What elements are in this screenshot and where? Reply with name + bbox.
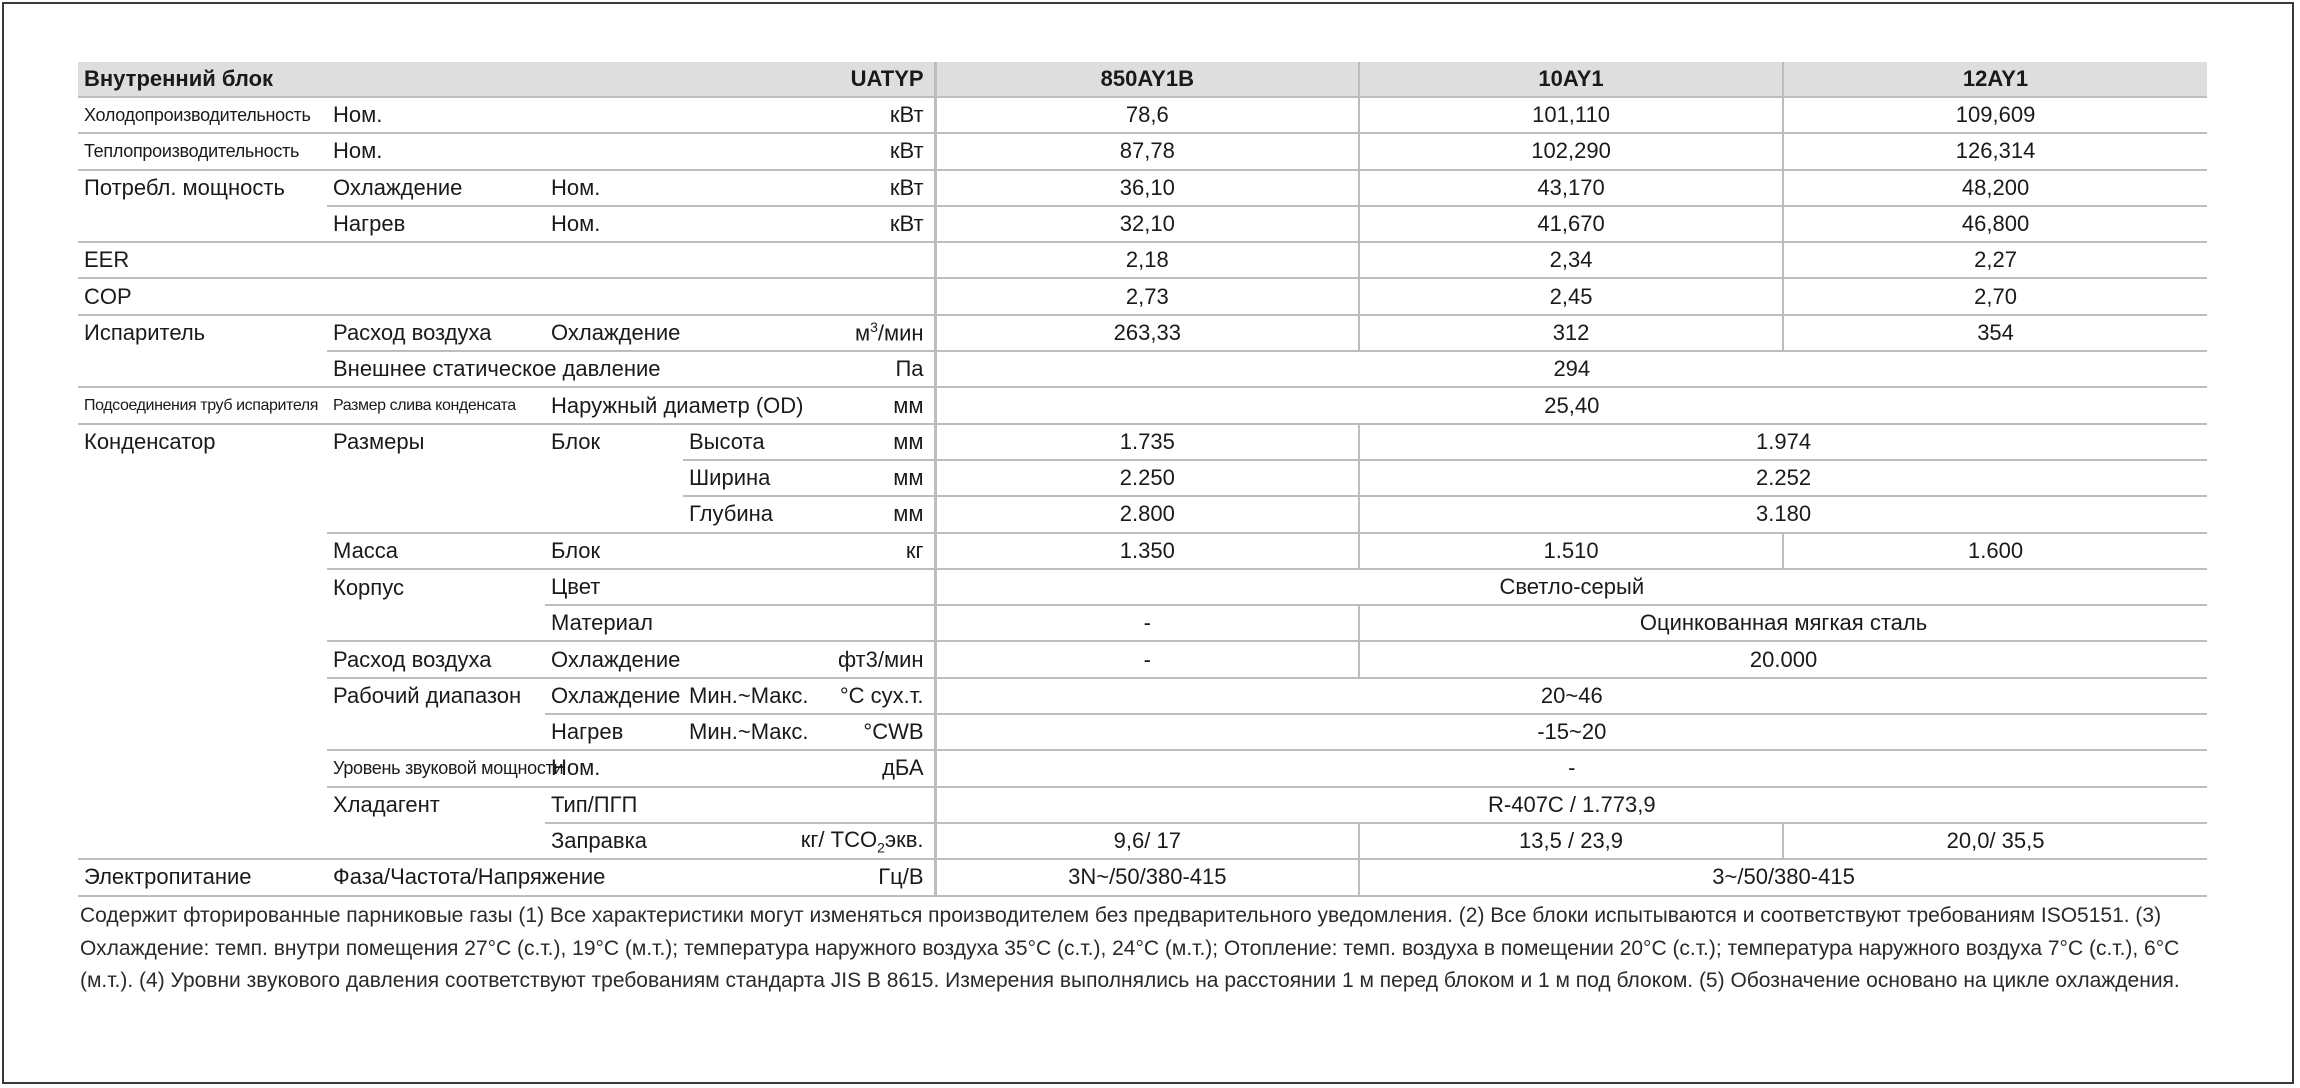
row-detail: Блок: [545, 533, 793, 569]
row-unit: мм: [793, 460, 935, 496]
row-detail: Заправка: [545, 823, 793, 859]
cell: 36,10: [935, 170, 1359, 206]
row-sublabel: Размеры: [333, 429, 425, 455]
cell: 1.735: [935, 424, 1359, 460]
cell: 1.350: [935, 533, 1359, 569]
row-detail: Блок: [551, 429, 601, 455]
row-sublabel: Ном.: [327, 133, 793, 169]
row-unit: кг/ $TCO_2экв$.: [793, 823, 935, 859]
header-title: Внутренний блок: [78, 62, 793, 97]
row-detail: Материал: [545, 605, 793, 641]
cell: 126,314: [1783, 133, 2207, 169]
cell: 2,70: [1783, 278, 2207, 314]
row-sublabel: Размер слива конденсата: [327, 387, 545, 423]
row-sublabel: Рабочий диапазон: [333, 683, 522, 709]
cell: 41,670: [1359, 206, 1783, 242]
row-label: Теплопроизводительность: [78, 133, 327, 169]
cell: 263,33: [935, 315, 1359, 351]
footnote: Содержит фторированные парниковые газы (1) Все характеристики могут изменяться производителем без предварительного уведомления. (2) Все блоки испытываются и соответствуют требованиям ISO5151. (3) Охлаждение: темп. внутри помещения 27°С (с.т.), 19°С (м.т.); температура наружного воздуха 35°С (с.т.), 24°С (м.т.); Отопление: темп. воздуха в помещении 20°С (с.т.); температура наружного воздуха 7°С (с.т.), 6°С (м.т.). (4) Уровни звукового давления соответствуют требованиям стандарта JIS B 8615. Измерения выполнялись на расстоянии 1 м перед блоком и 1 м под блоком. (5) Обозначение основано на цикле охлаждения.: [80, 904, 2180, 992]
table-row: [78, 278, 2207, 314]
table-row: [78, 242, 2207, 278]
row-detail: Мин.~Макс.: [683, 678, 793, 714]
cell: -: [935, 641, 1359, 677]
cell: 312: [1359, 315, 1783, 351]
row-sublabel: Уровень звуковой мощности: [327, 750, 545, 786]
cell: 2,18: [935, 242, 1359, 278]
row-detail: Ном.: [545, 206, 793, 242]
row-unit: дБА: [793, 750, 935, 786]
cell: 78,6: [935, 97, 1359, 133]
row-unit: кг: [793, 533, 935, 569]
cell: 109,609: [1783, 97, 2207, 133]
row-detail: Охлаждение: [545, 678, 683, 714]
cell: 3~/50/380-415: [1359, 859, 2207, 895]
row-label: Холодопроизводительность: [78, 97, 327, 133]
row-detail: Охлаждение: [545, 315, 793, 351]
cell: -: [935, 750, 2207, 786]
cell: 2.252: [1359, 460, 2207, 496]
row-sublabel: Масса: [327, 533, 545, 569]
row-detail: Цвет: [545, 569, 793, 605]
table-row: [78, 787, 2207, 823]
table-row: [78, 641, 2207, 677]
cell: 2,34: [1359, 242, 1783, 278]
table-row: [78, 496, 2207, 532]
row-sublabel: Фаза/Частота/Напряжение: [327, 859, 793, 895]
cell: 20~46: [935, 678, 2207, 714]
table-row: [78, 387, 2207, 423]
row-label: Испаритель: [84, 320, 206, 346]
row-unit: мм: [793, 496, 935, 532]
cell: 2,27: [1783, 242, 2207, 278]
cell: 13,5 / 23,9: [1359, 823, 1783, 859]
row-unit: мм: [793, 424, 935, 460]
row-unit: Гц/В: [793, 859, 935, 895]
cell: 101,110: [1359, 97, 1783, 133]
row-unit: °С сух.т.: [793, 678, 935, 714]
cell: 2.800: [935, 496, 1359, 532]
row-detail: Глубина: [683, 496, 793, 532]
table-row: [78, 315, 2207, 351]
row-unit: фт3/мин: [793, 641, 935, 677]
table-row: [78, 97, 2207, 133]
spec-table: [78, 62, 2207, 897]
model-3: 12AY1: [1783, 62, 2207, 97]
row-detail: Тип/ПГП: [545, 787, 793, 823]
row-sublabel: Внешнее статическое давление: [327, 351, 793, 387]
table-row: [78, 823, 2207, 859]
cell: 43,170: [1359, 170, 1783, 206]
row-detail: Мин.~Макс.: [683, 714, 793, 750]
model-1: 850AY1B: [935, 62, 1359, 97]
cell: 102,290: [1359, 133, 1783, 169]
header-row: [78, 62, 2207, 97]
row-unit: Па: [793, 351, 935, 387]
cell: 32,10: [935, 206, 1359, 242]
table-row: [78, 750, 2207, 786]
row-label: Конденсатор: [84, 429, 216, 455]
cell: -: [935, 605, 1359, 641]
row-unit: кВт: [793, 133, 935, 169]
cell: 1.510: [1359, 533, 1783, 569]
cell: 3.180: [1359, 496, 2207, 532]
row-label: EER: [78, 242, 793, 278]
row-sublabel: Охлаждение: [327, 170, 545, 206]
table-row: [78, 351, 2207, 387]
cell: Оцинкованная мягкая сталь: [1359, 605, 2207, 641]
table-row: [78, 133, 2207, 169]
row-detail: Ном.: [545, 170, 793, 206]
row-label: COP: [78, 278, 793, 314]
cell: 294: [935, 351, 2207, 387]
table-row: [78, 678, 2207, 714]
row-detail: Наружный диаметр (OD): [545, 387, 793, 423]
cell: 9,6/ 17: [935, 823, 1359, 859]
cell: 3N~/50/380-415: [935, 859, 1359, 895]
row-sublabel: Расход воздуха: [327, 641, 545, 677]
row-unit: кВт: [793, 170, 935, 206]
row-detail: Нагрев: [545, 714, 683, 750]
cell: 1.974: [1359, 424, 2207, 460]
row-unit: кВт: [793, 206, 935, 242]
cell: 25,40: [935, 387, 2207, 423]
cell: 20,0/ 35,5: [1783, 823, 2207, 859]
row-unit: °CWB: [793, 714, 935, 750]
row-detail: Ном.: [545, 750, 793, 786]
table-row: [78, 605, 2207, 641]
row-sublabel: Корпус: [333, 574, 404, 600]
table-row: [78, 569, 2207, 605]
row-label: Подсоединения труб испарителя: [78, 387, 327, 423]
cell: 20.000: [1359, 641, 2207, 677]
cell: 46,800: [1783, 206, 2207, 242]
row-unit: кВт: [793, 97, 935, 133]
table-row: [78, 206, 2207, 242]
table-row: [78, 859, 2207, 895]
row-sublabel: Расход воздуха: [327, 315, 545, 351]
cell: R-407C / 1.773,9: [935, 787, 2207, 823]
row-detail: Ширина: [683, 460, 793, 496]
table-row: [78, 170, 2207, 206]
header-code: UATYP: [793, 62, 935, 97]
row-detail: Высота: [683, 424, 793, 460]
table-row: [78, 714, 2207, 750]
row-unit: мм: [793, 387, 935, 423]
cell: 2.250: [935, 460, 1359, 496]
cell: 87,78: [935, 133, 1359, 169]
row-label: Электропитание: [78, 859, 327, 895]
cell: -15~20: [935, 714, 2207, 750]
cell: 2,73: [935, 278, 1359, 314]
cell: 354: [1783, 315, 2207, 351]
table-row: [78, 533, 2207, 569]
row-sublabel: Ном.: [327, 97, 793, 133]
row-sublabel: Хладагент: [333, 792, 440, 818]
cell: 48,200: [1783, 170, 2207, 206]
table-row: [78, 424, 2207, 460]
row-label: Потребл. мощность: [84, 175, 285, 201]
row-unit: $м^3$/мин: [793, 315, 935, 351]
cell: 2,45: [1359, 278, 1783, 314]
cell: Светло-серый: [935, 569, 2207, 605]
row-detail: Охлаждение: [545, 641, 793, 677]
table-row: [78, 460, 2207, 496]
model-2: 10AY1: [1359, 62, 1783, 97]
row-sublabel: Нагрев: [327, 206, 545, 242]
cell: 1.600: [1783, 533, 2207, 569]
